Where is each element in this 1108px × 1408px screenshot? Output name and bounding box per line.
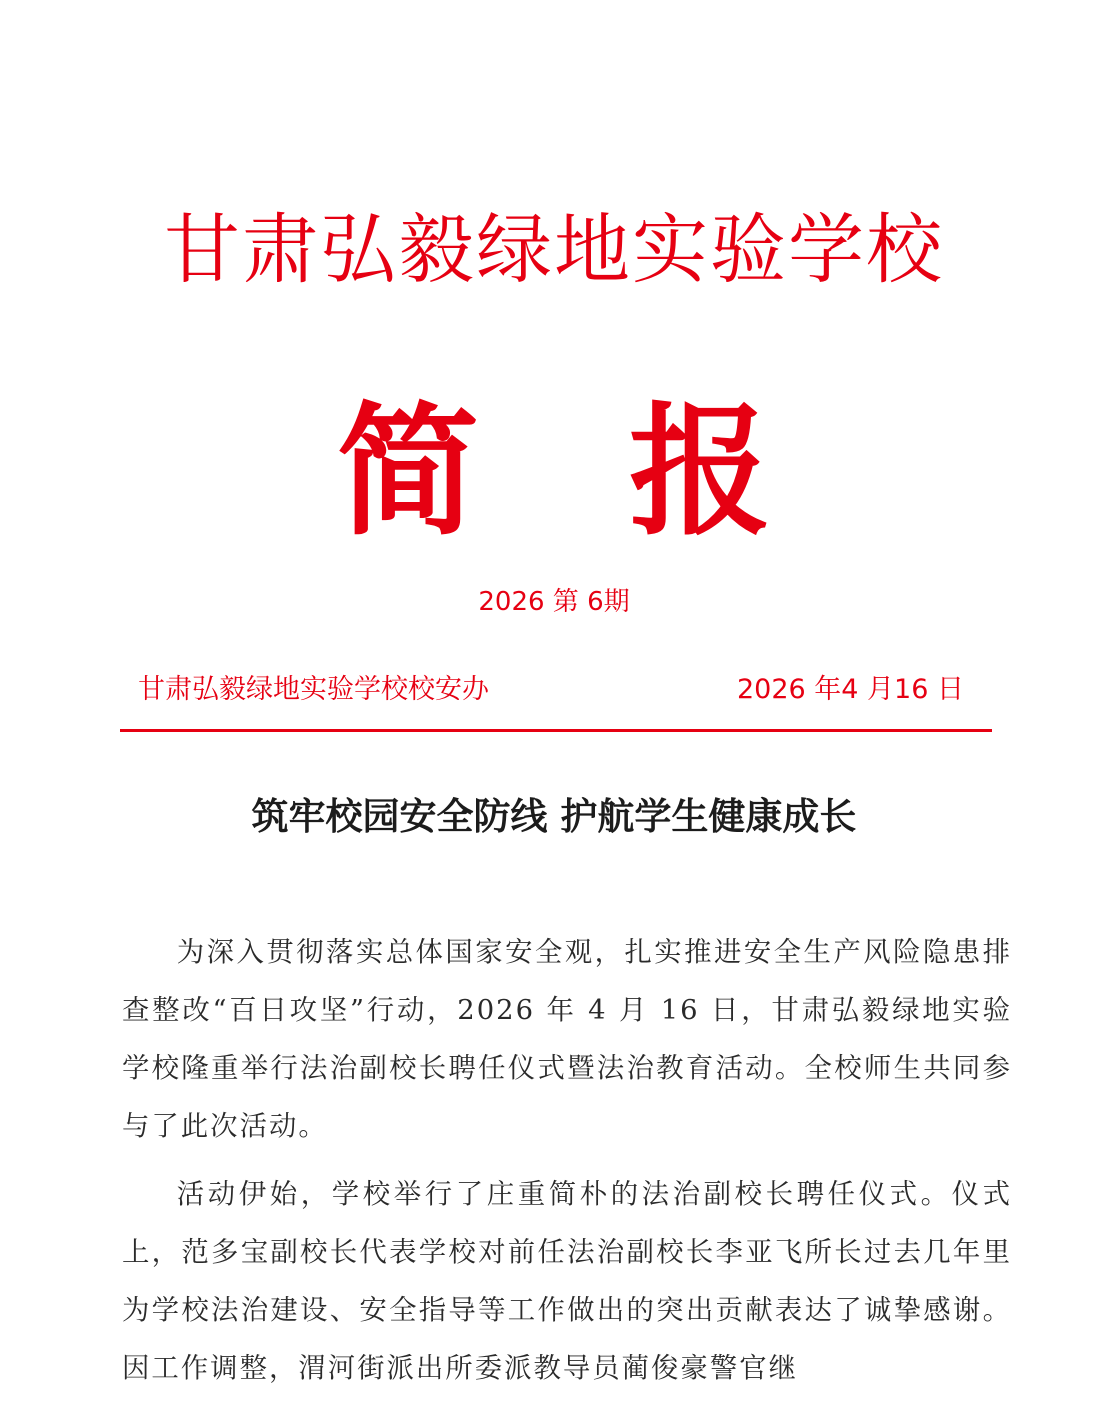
issuing-office: 甘肃弘毅绿地实验学校校安办 <box>138 674 489 705</box>
bulletin-title <box>0 389 1108 555</box>
article-body <box>122 924 1012 1408</box>
article-title: 筑牢校园安全防线 护航学生健康成长 <box>251 794 857 838</box>
school-name-heading: 甘肃弘毅绿地实验学校 <box>164 205 944 294</box>
bulletin-title-char-2: 报 <box>629 389 771 555</box>
issue-date: 2026 年4 月16 日 <box>737 674 964 705</box>
issuer-row <box>138 670 964 710</box>
body-paragraph: 活动伊始，学校举行了庄重简朴的法治副校长聘任仪式。仪式上，范多宝副校长代表学校对前任法治副校长李亚飞所长过去几年里为学校法治建设、安全指导等工作做出的突出贡献表达了诚挚感谢。因工作调整，渭河街派出所委派教导员蔺俊豪警官继 <box>122 1179 1012 1384</box>
issue-number: 2026 第 6期 <box>478 587 630 617</box>
red-divider-line <box>120 729 992 732</box>
bulletin-title-char-1: 简 <box>337 389 479 555</box>
body-paragraph: 为深入贯彻落实总体国家安全观，扎实推进安全生产风险隐患排查整改“百日攻坚”行动，2026 年 4 月 16 日，甘肃弘毅绿地实验学校隆重举行法治副校长聘任仪式暨法治教育活动。全校师生共同参与了此次活动。 <box>122 937 1012 1142</box>
